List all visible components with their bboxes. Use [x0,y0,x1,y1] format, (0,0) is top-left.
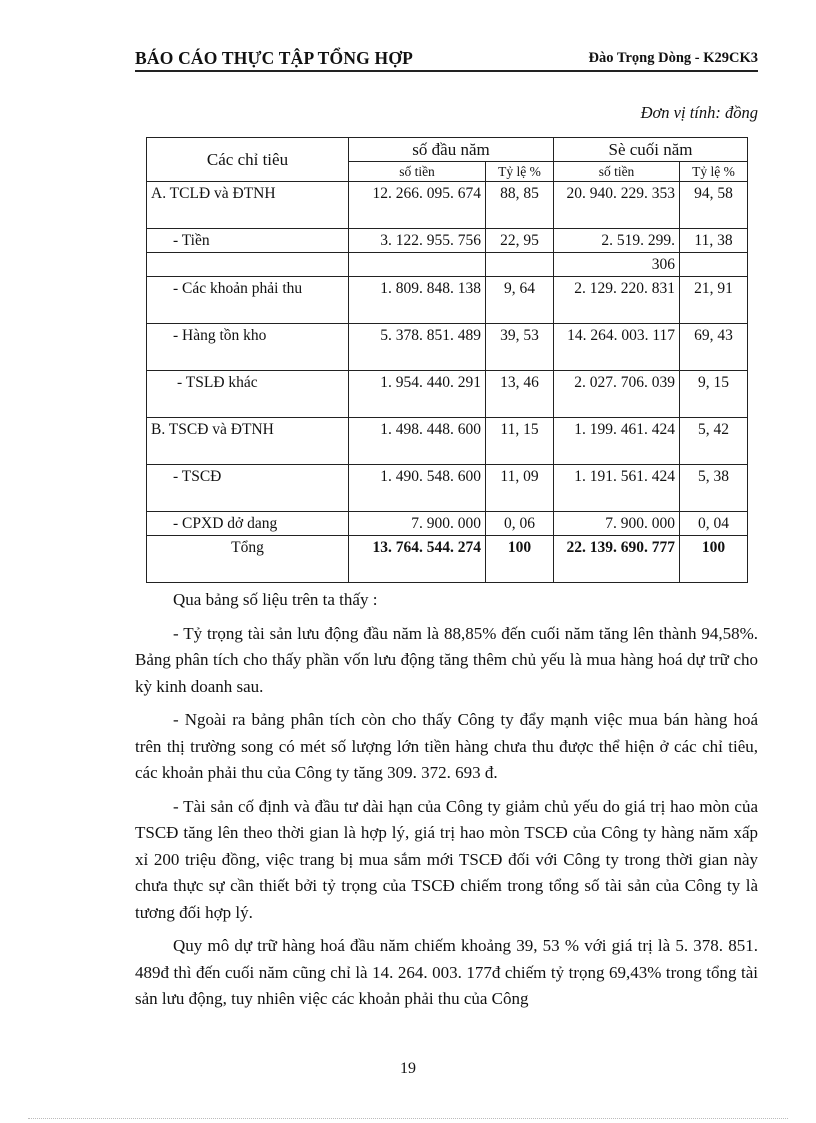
table-row [147,512,748,536]
cell-begin-ratio: 22, 95 [486,229,554,253]
cell-end-ratio: 69, 43 [680,324,748,371]
cell-begin-ratio: 88, 85 [486,182,554,229]
subheader-amount-end: số tiền [554,162,680,182]
row-label: - CPXD dở dang [147,512,349,536]
cell-begin-ratio: 9, 64 [486,277,554,324]
table-row [147,324,748,371]
cell-end-amount: 14. 264. 003. 117 [554,324,680,371]
table-row [147,253,748,277]
cell-end-amount: 22. 139. 690. 777 [554,536,680,583]
row-label: - Hàng tồn kho [147,324,349,371]
cell-begin-amount: 5. 378. 851. 489 [349,324,486,371]
cell-begin-amount: 1. 490. 548. 600 [349,465,486,512]
cell-begin-ratio [486,253,554,277]
cell-end-amount: 7. 900. 000 [554,512,680,536]
table-row [147,465,748,512]
cell-begin-amount: 13. 764. 544. 274 [349,536,486,583]
table-row [147,182,748,229]
cell-end-ratio: 5, 38 [680,465,748,512]
row-label: - Các khoản phải thu [147,277,349,324]
subheader-amount-begin: số tiền [349,162,486,182]
cell-begin-amount: 7. 900. 000 [349,512,486,536]
unit-note: Đơn vị tính: đồng [640,103,758,122]
cell-end-amount: 1. 199. 461. 424 [554,418,680,465]
cell-end-ratio: 21, 91 [680,277,748,324]
cell-end-ratio: 5, 42 [680,418,748,465]
cell-end-ratio: 0, 04 [680,512,748,536]
header-indicators: Các chỉ tiêu [147,138,349,182]
cell-begin-amount: 1. 809. 848. 138 [349,277,486,324]
table-row [147,418,748,465]
row-label: - TSCĐ [147,465,349,512]
cell-begin-ratio: 11, 15 [486,418,554,465]
table-row [147,277,748,324]
cell-begin-amount [349,253,486,277]
cell-end-amount: 2. 519. 299. [554,229,680,253]
cell-end-ratio [680,253,748,277]
cell-end-ratio: 100 [680,536,748,583]
table-row [147,229,748,253]
paragraph: - Tài sản cố định và đầu tư dài hạn của Công ty giảm chủ yếu do giá trị hao mòn của TSCĐ tăng lên theo thời gian là hợp lý, giá trị hao mòn TSCĐ của Công ty hàng năm xấp xỉ 200 triệu đồng, việc trang bị mua sắm mới TSCĐ đối với Công ty trong thời gian này chưa thực sự cần thiết bởi tỷ trọng của TSCĐ chiếm trong tổng số tài sản của Công ty là tương đối hợp lý. [135,796,758,922]
table-row-total [147,536,748,583]
cell-begin-amount: 1. 498. 448. 600 [349,418,486,465]
header-begin-year: số đầu năm [349,138,554,162]
cell-end-amount: 2. 129. 220. 831 [554,277,680,324]
paragraph: - Ngoài ra bảng phân tích còn cho thấy Công ty đẩy mạnh việc mua bán hàng hoá trên thị trường song có mét số lượng lớn tiền hàng chưa thu được thể hiện ở các chỉ tiêu, các khoản phải thu của Công ty tăng 309. 372. 693 đ. [135,710,758,782]
table-row [147,371,748,418]
cell-begin-ratio: 11, 09 [486,465,554,512]
cell-begin-ratio: 100 [486,536,554,583]
cell-end-amount: 2. 027. 706. 039 [554,371,680,418]
header-end-year: Sè cuối năm [554,138,748,162]
paragraph: Quy mô dự trữ hàng hoá đầu năm chiếm khoảng 39, 53 % với giá trị là 5. 378. 851. 489đ thì đến cuối năm cũng chỉ là 14. 264. 003. 177đ chiếm tỷ trọng 69,43% trong tổng tài sản lưu động, tuy nhiên việc các khoản phải thu của Công [135,936,758,1008]
cell-begin-ratio: 39, 53 [486,324,554,371]
cell-end-ratio: 11, 38 [680,229,748,253]
footer-divider [28,1118,788,1119]
row-label: Tổng [147,536,349,583]
subheader-ratio-end: Tỷ lệ % [680,162,748,182]
author-label: Đào Trọng Dòng - K29CK3 [588,50,758,66]
row-label [147,253,349,277]
subheader-ratio-begin: Tỷ lệ % [486,162,554,182]
cell-begin-amount: 3. 122. 955. 756 [349,229,486,253]
cell-begin-amount: 12. 266. 095. 674 [349,182,486,229]
cell-begin-ratio: 0, 06 [486,512,554,536]
cell-end-amount: 20. 940. 229. 353 [554,182,680,229]
row-label: - Tiền [147,229,349,253]
cell-end-ratio: 94, 58 [680,182,748,229]
body-text [135,587,758,1013]
cell-begin-ratio: 13, 46 [486,371,554,418]
page-header [135,44,758,72]
cell-end-amount: 306 [554,253,680,277]
asset-structure-table [146,137,748,583]
page-number: 19 [400,1060,416,1077]
cell-begin-amount: 1. 954. 440. 291 [349,371,486,418]
row-label: B. TSCĐ và ĐTNH [147,418,349,465]
row-label: A. TCLĐ và ĐTNH [147,182,349,229]
paragraph: Qua bảng số liệu trên ta thấy : [173,590,378,609]
cell-end-ratio: 9, 15 [680,371,748,418]
table-header-row [147,138,748,162]
cell-end-amount: 1. 191. 561. 424 [554,465,680,512]
report-title: BÁO CÁO THỰC TẬP TỔNG HỢP [135,48,414,68]
paragraph: - Tỷ trọng tài sản lưu động đầu năm là 88,85% đến cuối năm tăng lên thành 94,58%. Bảng phân tích cho thấy phần vốn lưu động tăng thêm chủ yếu là mua hàng hoá dự trữ cho kỳ kinh doanh sau. [135,623,758,696]
row-label: - TSLĐ khác [147,371,349,418]
